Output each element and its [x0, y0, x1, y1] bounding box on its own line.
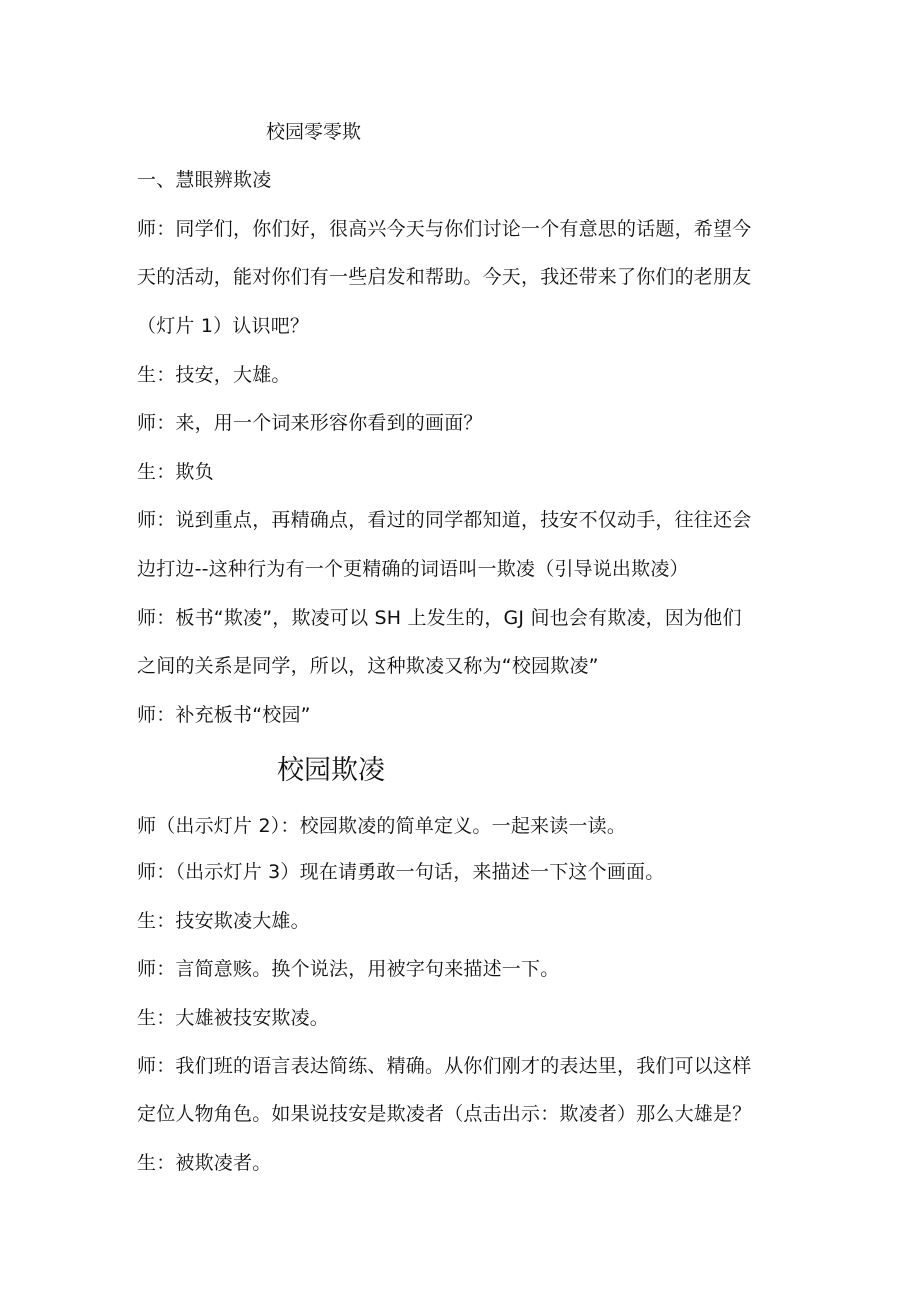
text-line-5: 师：来，用一个词来形容你看到的画面？: [137, 412, 483, 434]
text-line-15: 师：言简意赅。换个说法，用被字句来描述一下。: [137, 958, 560, 980]
section-big-title: 校园欺凌: [277, 755, 385, 786]
section-heading: 一、慧眼辨欺凌: [137, 169, 272, 191]
text-line-17: 师：我们班的语言表达简练、精确。从你们刚才的表达里，我们可以这样: [137, 1055, 752, 1077]
text-line-10: 之间的关系是同学，所以，这种欺凌又称为“校园欺凌”: [137, 655, 599, 677]
document-title: 校园零零欺: [266, 121, 362, 143]
text-line-3: （灯片 1）认识吧？: [137, 315, 310, 337]
text-line-14: 生：技安欺凌大雄。: [137, 910, 310, 932]
text-line-8: 边打边--这种行为有一个更精确的词语叫一欺凌（引导说出欺凌）: [137, 558, 689, 580]
text-line-16: 生：大雄被技安欺凌。: [137, 1007, 330, 1029]
text-line-18: 定位人物角色。如果说技安是欺凌者（点击出示：欺凌者）那么大雄是？: [137, 1103, 752, 1125]
text-line-7: 师：说到重点，再精确点，看过的同学都知道，技安不仅动手，往往还会: [137, 509, 752, 531]
text-line-2: 天的活动，能对你们有一些启发和帮助。今天，我还带来了你们的老朋友: [137, 266, 752, 288]
text-line-4: 生：技安，大雄。: [137, 364, 291, 386]
text-line-12: 师（出示灯片 2）：校园欺凌的简单定义。一起来读一读。: [137, 815, 627, 837]
text-line-13: 师：（出示灯片 3）现在请勇敢一句话，来描述一下这个画面。: [137, 861, 665, 883]
text-line-11: 师：补充板书“校园”: [137, 704, 311, 726]
text-line-9: 师：板书“欺凌”，欺凌可以 SH 上发生的，GJ 间也会有欺凌，因为他们: [137, 607, 742, 629]
text-line-19: 生：被欺凌者。: [137, 1152, 272, 1174]
text-line-1: 师：同学们，你们好，很高兴今天与你们讨论一个有意思的话题，希望今: [137, 218, 752, 240]
text-line-6: 生：欺负: [137, 461, 214, 483]
